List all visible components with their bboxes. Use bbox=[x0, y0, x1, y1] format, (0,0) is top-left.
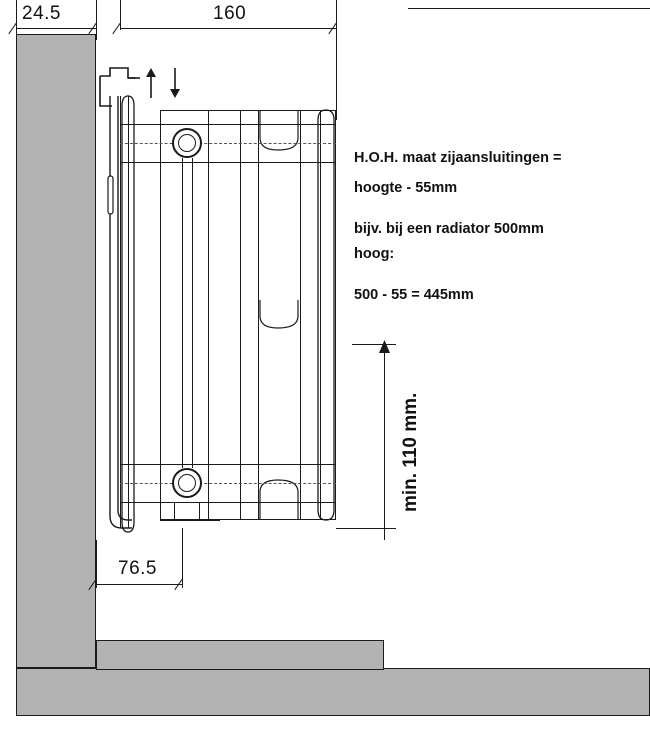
radiator-separator-1 bbox=[208, 110, 209, 520]
dim-line-160 bbox=[120, 28, 336, 29]
ext-line-panel-left bbox=[120, 0, 121, 30]
dim-label-76-5: 76.5 bbox=[118, 558, 157, 579]
dim-leader-top bbox=[352, 344, 396, 345]
radiator-panel-1 bbox=[116, 92, 138, 536]
convector-fin bbox=[258, 110, 302, 520]
radiator-footer-centerline bbox=[120, 483, 336, 484]
top-connection-inner-circle bbox=[178, 134, 196, 152]
riser-line-left bbox=[182, 158, 183, 468]
bottom-outlet-stub bbox=[174, 502, 200, 520]
bottom-outlet-base bbox=[160, 520, 220, 521]
note-line-3: bijv. bij een radiator 500mm bbox=[354, 221, 544, 237]
arrow-down-icon bbox=[168, 68, 182, 98]
ext-line-panel-right bbox=[336, 0, 337, 120]
wall-vertical bbox=[16, 34, 96, 668]
radiator-header-centerline bbox=[120, 143, 336, 144]
dim-line-vertical bbox=[384, 344, 385, 540]
dim-leader-bottom bbox=[336, 528, 396, 529]
dim-line-76-5 bbox=[96, 584, 182, 585]
riser-line-right bbox=[192, 158, 193, 468]
dim-label-min-110: min. 110 mm. bbox=[400, 392, 421, 512]
floor-horizontal bbox=[16, 668, 650, 716]
dim-label-160: 160 bbox=[213, 3, 247, 24]
bottom-connection-inner-circle bbox=[178, 474, 196, 492]
radiator-separator-2 bbox=[240, 110, 241, 520]
dim-arrow-vertical-top bbox=[378, 340, 391, 354]
note-line-2: hoogte - 55mm bbox=[354, 180, 458, 196]
radiator-body bbox=[160, 110, 336, 520]
radiator-footer-top bbox=[120, 464, 336, 465]
note-line-5: 500 - 55 = 445mm bbox=[354, 287, 474, 303]
dim-label-24-5: 24.5 bbox=[22, 3, 61, 24]
top-border-line bbox=[408, 8, 650, 9]
radiator-header-top bbox=[120, 124, 336, 125]
radiator-header-bottom bbox=[120, 162, 336, 163]
arrow-up-icon bbox=[144, 68, 158, 98]
note-line-4: hoog: bbox=[354, 246, 395, 262]
ext-line-wall-face bbox=[96, 0, 97, 40]
radiator-footer-bottom bbox=[120, 502, 336, 503]
floor-step bbox=[96, 640, 384, 670]
radiator-panel-right bbox=[314, 106, 340, 526]
ext-line-bottom-left bbox=[96, 540, 97, 588]
dim-line-24-5 bbox=[16, 28, 96, 29]
note-line-1: H.O.H. maat zijaansluitingen = bbox=[354, 150, 562, 166]
